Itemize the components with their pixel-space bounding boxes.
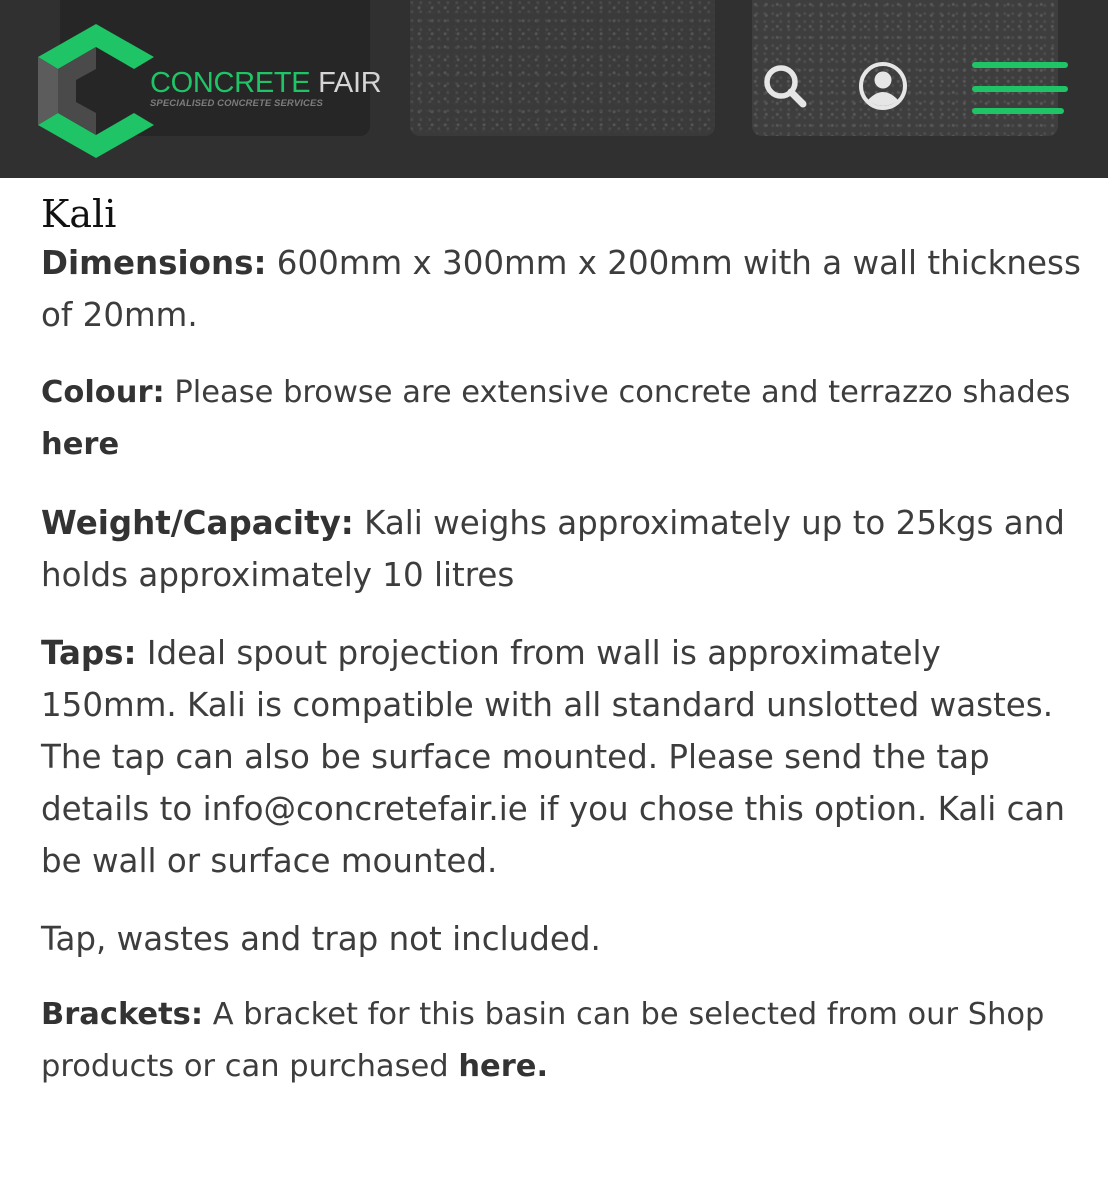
weight-paragraph [41,497,1081,601]
product-description [41,188,1081,1093]
product-title: Kali [41,192,117,236]
weight-text: Kali weighs approximately up to 25kgs and holds approximately 10 litres [41,504,1065,594]
colour-shades-link[interactable]: here [41,427,120,462]
brackets-label: Brackets: [41,997,204,1032]
weight-label: Weight/Capacity: [41,504,354,542]
dimensions-text: 600mm x 300mm x 200mm with a wall thickness of 20mm. [41,244,1081,334]
brackets-paragraph [41,989,1081,1093]
search-icon [757,58,813,114]
logo-tagline: SPECIALISED CONCRETE SERVICES [150,98,323,109]
header-product-image [410,0,715,136]
search-button[interactable] [757,58,813,114]
menu-button[interactable] [972,60,1070,118]
not-included-note: Tap, wastes and trap not included. [41,920,601,958]
taps-paragraph [41,627,1081,887]
dimensions-label: Dimensions: [41,244,267,282]
colour-text: Please browse are extensive concrete and terrazzo shades [164,375,1071,410]
colour-paragraph [41,367,1081,471]
taps-text: Ideal spout projection from wall is approximately 150mm. Kali is compatible with all standard unslotted wastes. The tap can also be surface mounted. Please send the tap details to info@concretefair.ie if you chose this option. Kali can be wall or surface mounted. [41,634,1066,880]
brackets-text: A bracket for this basin can be selected from our Shop products or can purchased [41,997,1045,1084]
logo-name: CONCRETE FAIR [150,67,382,99]
logo-wordmark[interactable] [150,68,381,110]
taps-label: Taps: [41,634,137,672]
site-header [0,0,1108,178]
brackets-shop-link[interactable]: here. [458,1049,549,1084]
account-button[interactable] [855,58,911,114]
colour-label: Colour: [41,375,165,410]
logo-c-icon[interactable] [38,24,154,158]
dimensions-paragraph [41,237,1081,341]
user-account-icon [855,58,911,114]
